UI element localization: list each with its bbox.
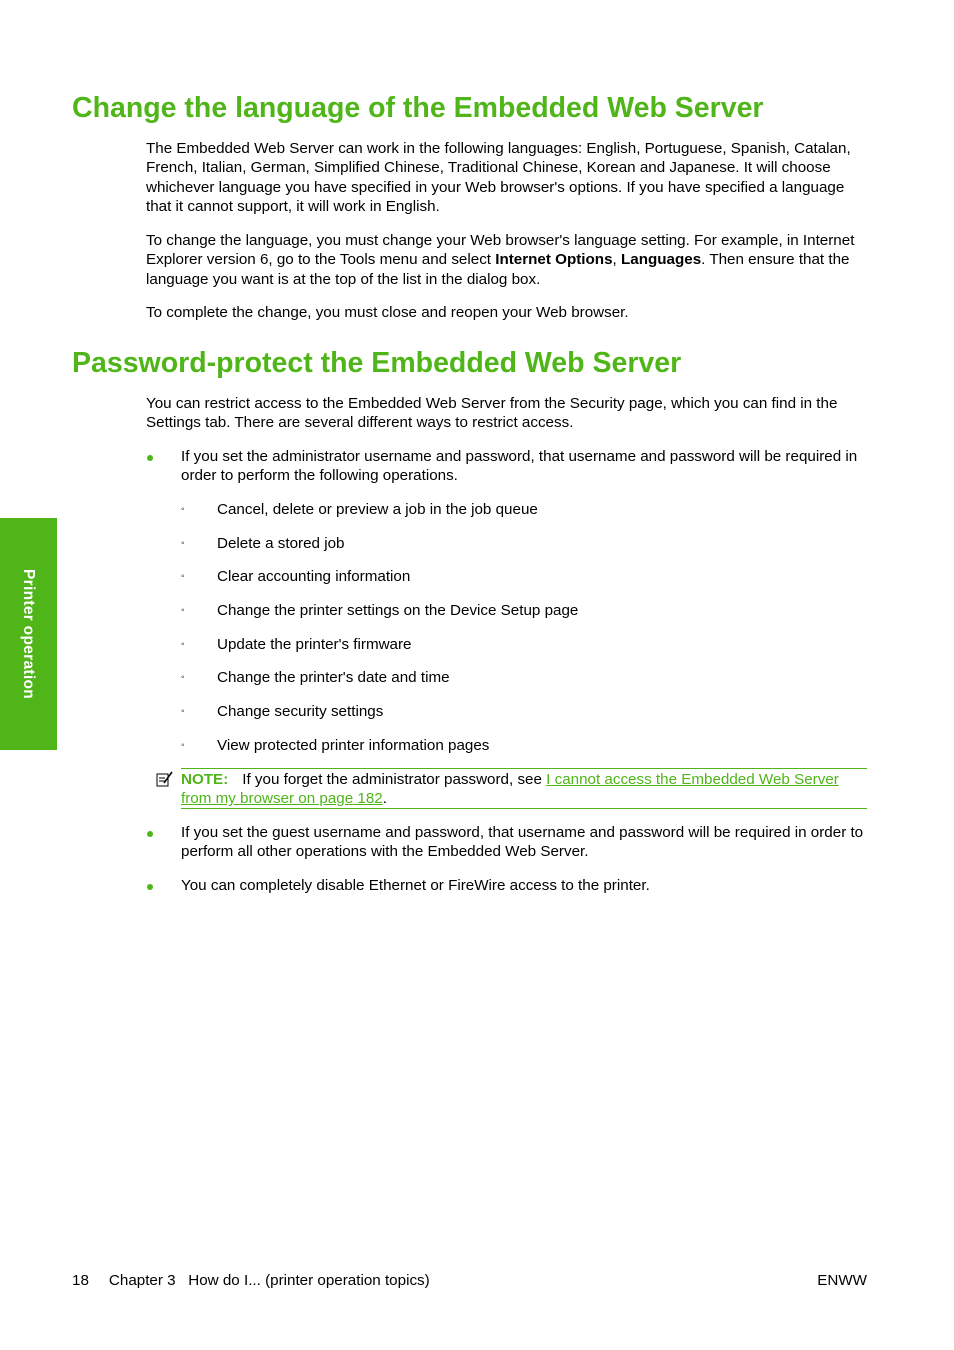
- languages-label: Languages: [620, 251, 702, 269]
- sub-bullet-icon: ◦: [181, 571, 185, 582]
- bullet-icon: [147, 455, 153, 461]
- sub-item: Clear accounting information: [217, 568, 411, 585]
- sub-item: Delete a stored job: [217, 535, 345, 552]
- sub-bullet-icon: ◦: [181, 605, 185, 616]
- language-paragraph-3: To complete the change, you must close and reopen your Web browser.: [146, 304, 629, 321]
- language-paragraph-1: The Embedded Web Server can work in the following languages: English, Portuguese, Spanish, Catalan, French, Italian, German, Simplified Chinese, Traditional Chinese, Korean and Japanese. It will choose whichever language you have specified in your Web browser's options. If you have specified a language that it cannot support, it will work in English.: [146, 140, 851, 215]
- side-tab-label: Printer operation: [20, 569, 37, 699]
- sub-item: View protected printer information pages: [217, 737, 490, 754]
- sub-item: Change the printer's date and time: [217, 669, 450, 686]
- section-title-language: Change the language of the Embedded Web Server: [72, 92, 764, 124]
- section-title-password: Password-protect the Embedded Web Server: [72, 347, 682, 379]
- cannot-access-ews-link[interactable]: I cannot access the Embedded Web Server from my browser on page 182: [181, 771, 839, 808]
- note-body: If you forget the administrator password, see: [242, 771, 547, 788]
- note-end: .: [382, 790, 387, 808]
- sub-item: Cancel, delete or preview a job in the job queue: [217, 501, 538, 518]
- p2-separator: ,: [612, 251, 621, 269]
- password-intro: You can restrict access to the Embedded Web Server from the Security page, which you can find in the Settings tab. There are several different ways to restrict access.: [146, 395, 838, 432]
- sub-bullet-icon: ◦: [181, 538, 185, 549]
- sub-bullet-icon: ◦: [181, 639, 185, 650]
- page-number: 18: [72, 1272, 89, 1289]
- bullet-admin: If you set the administrator username and password, that username and password will be required in order to perform the following operations.: [181, 448, 858, 485]
- internet-options-label: Internet Options: [495, 251, 613, 269]
- sub-item: Change security settings: [217, 703, 384, 720]
- sub-bullet-icon: ◦: [181, 740, 185, 751]
- footer-chapter: Chapter 3 How do I... (printer operation topics): [108, 1272, 430, 1289]
- p2-text-start: To change the language, you must change your Web browser's language setting. For example, in Internet Explorer version 6, go to the Tools menu and select: [146, 232, 855, 269]
- bullet-disable: You can completely disable Ethernet or FireWire access to the printer.: [181, 877, 650, 894]
- footer-left: [72, 1272, 430, 1289]
- sub-item: Change the printer settings on the Device Setup page: [217, 602, 579, 619]
- footer-right: ENWW: [817, 1272, 867, 1289]
- language-paragraph-2: [146, 231, 868, 289]
- sub-bullet-icon: ◦: [181, 706, 185, 717]
- p2-text-end: . Then ensure that the language you want is at the top of the list in the dialog box.: [146, 251, 850, 288]
- sub-bullet-icon: ◦: [181, 504, 185, 515]
- note-label: NOTE:: [181, 771, 229, 788]
- note-icon: [156, 771, 174, 787]
- bullet-guest: If you set the guest username and password, that username and password will be required in order to perform all other operations with the Embedded Web Server.: [181, 824, 864, 861]
- bullet-icon: [147, 884, 153, 890]
- sub-bullet-icon: ◦: [181, 672, 185, 683]
- sub-item: Update the printer's firmware: [217, 636, 412, 653]
- bullet-icon: [147, 831, 153, 837]
- note-text: [181, 770, 867, 809]
